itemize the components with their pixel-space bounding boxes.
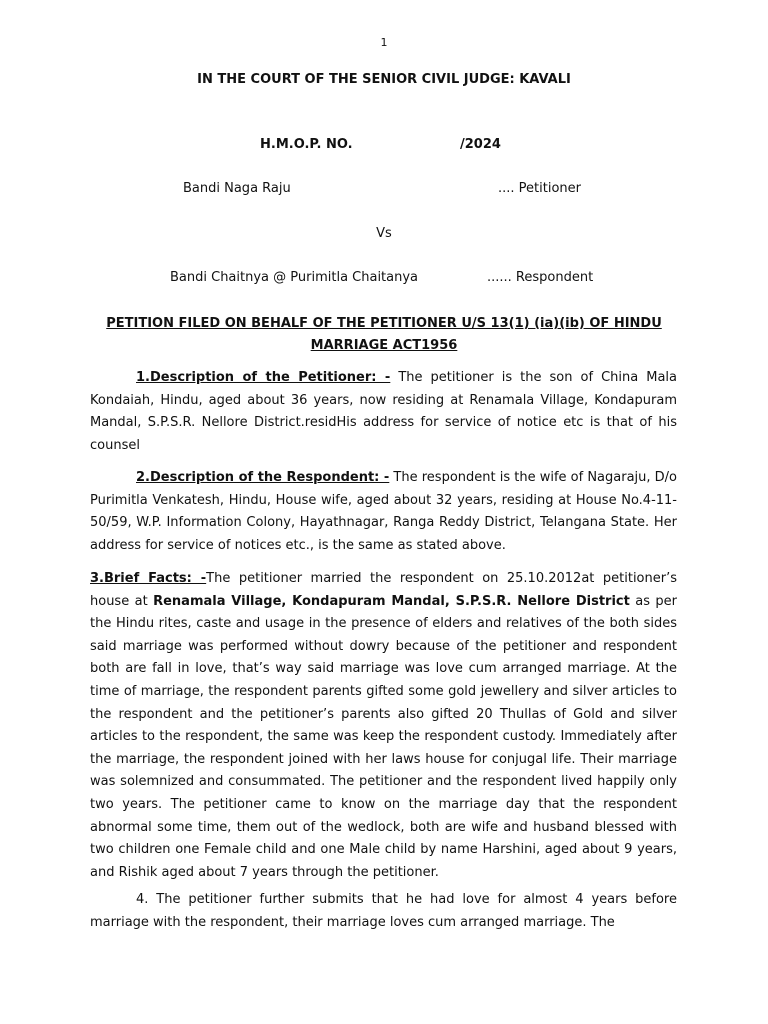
page-number: 1 — [380, 36, 388, 49]
case-label: H.M.O.P. NO. — [260, 137, 353, 152]
petitioner-name: Bandi Naga Raju — [183, 181, 291, 196]
paragraph-heading: 2.Description of the Respondent: - — [136, 470, 390, 485]
marriage-place: Renamala Village, Kondapuram Mandal, S.P.S.R. Nellore District — [153, 593, 630, 609]
paragraph-text: The respondent is the wife of Nagaraju, D/o Purimitla Venkatesh, Hindu, House wife, aged about 32 years, residing at House No.4-11-50/59, W.P. Information Colony, Hayathnagar, Ranga Reddy District, Telangana State. Her address for service of notices etc., is the same as stated above. — [90, 470, 678, 553]
paragraph-respondent-description — [90, 467, 677, 557]
paragraph-4: 4. The petitioner further submits that he had love for almost 4 years before marriage with the respondent, their marriage loves cum arranged marriage. The — [90, 892, 677, 930]
paragraph-heading: 3.Brief Facts: - — [90, 571, 207, 586]
case-year: /2024 — [460, 137, 501, 152]
paragraph-text-continued: as per the Hindu rites, caste and usage in the presence of elders and relatives of the both sides said marriage was performed without dowry because of the petitioner and respondent both are fall in love, that’s way said marriage was love cum arranged marriage. At the time of marriage, the respondent parents gifted some gold jewellery and silver articles to the respondent and the petitioner’s parents also gifted 20 Thullas of Gold and silver articles to the respondent, the same was keep the respondent custody. Immediately after the marriage, the respondent joined with her laws house for conjugal life. Their marriage was solemnized and consummated. The petitioner and the respondent lived happily only two years. The petitioner came to know on the marriage day that the respondent abnormal some time, them out of the wedlock, both are wife and husband blessed with two children one Female child and one Male child by name Harshini, aged about 9 years, and Rishik aged about 7 years through the petitioner. — [90, 593, 677, 880]
paragraph-text: The petitioner married the respondent on 25.10.2012at petitioner’s house at — [90, 571, 677, 609]
petition-title: PETITION FILED ON BEHALF OF THE PETITIONER U/S 13(1) (ia)(ib) OF HINDU MARRIAGE ACT1956 — [106, 316, 662, 353]
paragraph-brief-facts — [90, 568, 677, 884]
paragraph-heading: 1.Description of the Petitioner: - — [136, 370, 391, 385]
respondent-name: Bandi Chaitnya @ Purimitla Chaitanya — [170, 270, 419, 285]
court-title: IN THE COURT OF THE SENIOR CIVIL JUDGE: KAVALI — [197, 72, 571, 87]
paragraph-text: The petitioner is the son of China Mala Kondaiah, Hindu, aged about 36 years, now residing at Renamala Village, Kondapuram Mandal, S.P.S.R. Nellore District.residHis address for service of notice etc is that of his counsel — [90, 370, 677, 453]
versus-label: Vs — [376, 226, 392, 241]
paragraph-petitioner-description — [90, 367, 677, 457]
respondent-role: ...... Respondent — [487, 270, 594, 285]
petitioner-role: .... Petitioner — [498, 181, 581, 196]
case-number — [260, 137, 501, 152]
